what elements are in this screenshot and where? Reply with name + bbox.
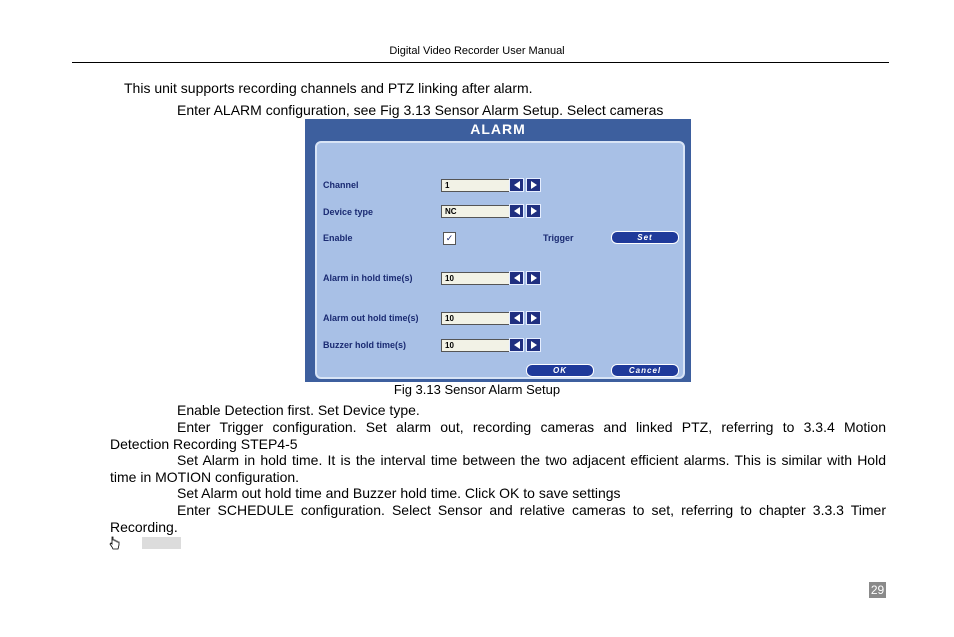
arrow-right-icon bbox=[531, 207, 537, 215]
channel-label: Channel bbox=[323, 180, 359, 190]
arrow-left-icon bbox=[514, 181, 520, 189]
alarm-dialog-title: ALARM bbox=[470, 121, 526, 137]
device-type-label: Device type bbox=[323, 207, 374, 217]
hand-pointer-icon bbox=[108, 536, 120, 550]
cancel-button[interactable]: Cancel bbox=[611, 364, 679, 377]
trigger-label: Trigger bbox=[543, 233, 574, 243]
note-highlight bbox=[142, 537, 181, 549]
buzzer-hold-field[interactable]: 10 bbox=[441, 339, 512, 352]
alarm-in-next-button[interactable] bbox=[526, 271, 541, 285]
alarm-out-prev-button[interactable] bbox=[509, 311, 524, 325]
alarm-out-hold-label: Alarm out hold time(s) bbox=[323, 313, 419, 323]
enable-checkbox[interactable]: ✓ bbox=[443, 232, 456, 245]
enable-label: Enable bbox=[323, 233, 353, 243]
paragraph-step2: Enable Detection first. Set Device type. bbox=[177, 402, 420, 418]
alarm-out-next-button[interactable] bbox=[526, 311, 541, 325]
paragraph-step6-line1: Enter SCHEDULE configuration. Select Sensor and relative cameras to set, referring to chapter 3.3.3 Timer bbox=[177, 502, 886, 518]
alarm-out-hold-field[interactable]: 10 bbox=[441, 312, 512, 325]
paragraph-step4-line1: Set Alarm in hold time. It is the interval time between the two adjacent efficient alarms. This is similar with Hold bbox=[177, 452, 886, 468]
channel-next-button[interactable] bbox=[526, 178, 541, 192]
channel-field[interactable]: 1 bbox=[441, 179, 512, 192]
arrow-left-icon bbox=[514, 341, 520, 349]
buzzer-next-button[interactable] bbox=[526, 338, 541, 352]
alarm-in-hold-field[interactable]: 10 bbox=[441, 272, 512, 285]
alarm-in-hold-label: Alarm in hold time(s) bbox=[323, 273, 413, 283]
page-number: 29 bbox=[870, 583, 885, 597]
paragraph-step4-line2: time in MOTION configuration. bbox=[110, 469, 300, 485]
paragraph-step6-line2: Recording. bbox=[110, 519, 178, 535]
alarm-in-prev-button[interactable] bbox=[509, 271, 524, 285]
paragraph-step3-line1: Enter Trigger configuration. Set alarm out, recording cameras and linked PTZ, referring to 3.3.4 Motion bbox=[177, 419, 886, 435]
paragraph-step1: Enter ALARM configuration, see Fig 3.13 Sensor Alarm Setup. Select cameras bbox=[177, 102, 664, 118]
buzzer-prev-button[interactable] bbox=[509, 338, 524, 352]
arrow-left-icon bbox=[514, 314, 520, 322]
device-type-prev-button[interactable] bbox=[509, 204, 524, 218]
paragraph-step3-line2: Detection Recording STEP4-5 bbox=[110, 436, 298, 452]
arrow-left-icon bbox=[514, 207, 520, 215]
device-type-field[interactable]: NC bbox=[441, 205, 512, 218]
ok-button[interactable]: OK bbox=[526, 364, 594, 377]
figure-caption: Fig 3.13 Sensor Alarm Setup bbox=[393, 382, 561, 397]
alarm-dialog-body bbox=[315, 141, 685, 379]
alarm-dialog-figure bbox=[305, 119, 691, 382]
arrow-right-icon bbox=[531, 341, 537, 349]
channel-prev-button[interactable] bbox=[509, 178, 524, 192]
buzzer-hold-label: Buzzer hold time(s) bbox=[323, 340, 407, 350]
trigger-set-button[interactable]: Set bbox=[611, 231, 679, 244]
paragraph-step5: Set Alarm out hold time and Buzzer hold time. Click OK to save settings bbox=[177, 485, 621, 501]
arrow-right-icon bbox=[531, 181, 537, 189]
header-rule bbox=[72, 62, 889, 63]
arrow-right-icon bbox=[531, 314, 537, 322]
paragraph-intro: This unit supports recording channels and PTZ linking after alarm. bbox=[124, 80, 533, 96]
running-header: Digital Video Recorder User Manual bbox=[389, 45, 565, 57]
device-type-next-button[interactable] bbox=[526, 204, 541, 218]
arrow-left-icon bbox=[514, 274, 520, 282]
arrow-right-icon bbox=[531, 274, 537, 282]
